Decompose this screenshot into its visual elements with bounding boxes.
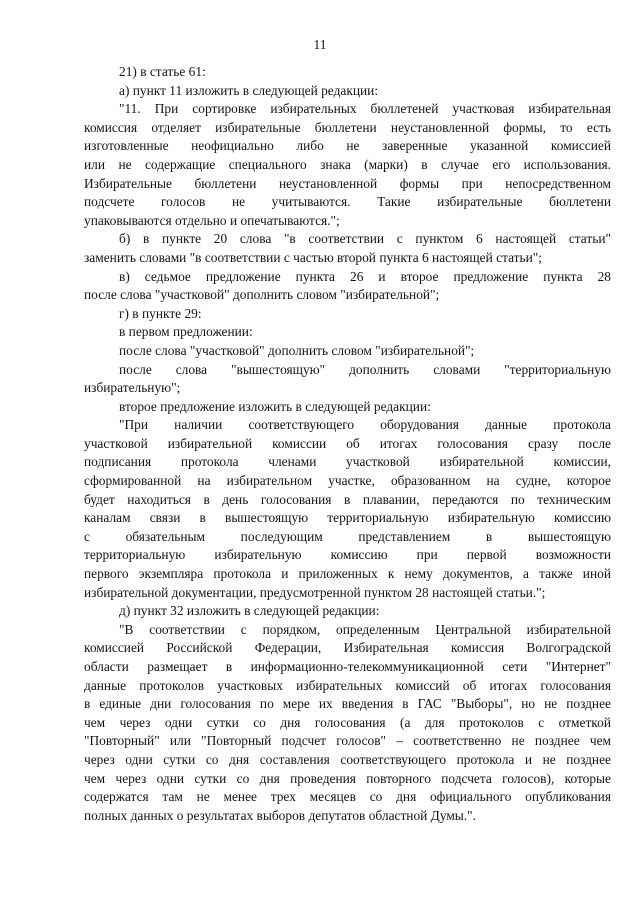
text-line: "При наличии соответствующего оборудования данные протокола	[119, 417, 611, 433]
text-line: сформированной на избирательном участке, образованном на судне, которое	[84, 473, 611, 489]
text-line: а) пункт 11 изложить в следующей редакции:	[119, 82, 379, 98]
text-line: участковой избирательной комиссии об итогах голосования сразу после	[84, 435, 611, 451]
text-line: избирательную";	[84, 380, 181, 396]
text-line: Избирательные бюллетени неустановленной формы при непосредственном	[84, 175, 611, 191]
text-line: б) в пункте 20 слова "в соответствии с пунктом 6 настоящей статьи"	[119, 231, 611, 247]
paragraph	[84, 361, 611, 398]
text-line: упаковываются отдельно и опечатываются.";	[84, 212, 340, 228]
paragraph	[84, 602, 611, 621]
paragraph	[84, 416, 611, 602]
text-line: после слова "вышестоящую" дополнить словами "территориальную	[119, 361, 611, 377]
text-line: будет находиться в день голосования в плавании, передаются по техническим	[84, 491, 611, 507]
text-line: в первом предложении:	[119, 324, 253, 340]
text-line: второе предложение изложить в следующей редакции:	[119, 398, 431, 414]
text-line: д) пункт 32 изложить в следующей редакции:	[119, 603, 380, 619]
text-line: через одни сутки со дня составления соответствующего протокола и не позднее	[84, 751, 611, 767]
paragraph	[84, 63, 611, 82]
text-line: области размещает в информационно-телекоммуникационной сети "Интернет"	[84, 659, 611, 674]
paragraph	[84, 398, 611, 417]
paragraph	[84, 230, 611, 267]
text-line: в единые дни голосования по мере их введения в ГАС "Выборы", но не позднее	[84, 696, 611, 712]
text-line: чем через одни сутки со дня голосования (а для протоколов с отметкой	[84, 714, 611, 730]
paragraph	[84, 621, 611, 826]
text-line: или не содержащие специального знака (марки) в случае его использования.	[84, 156, 611, 172]
text-line: "В соответствии с порядком, определенным Центральной избирательной	[119, 621, 611, 637]
text-line: подсчете голосов не учитываются. Такие избирательные бюллетени	[84, 194, 611, 210]
text-line: подписания протокола членами участковой избирательной комиссии,	[84, 454, 611, 470]
text-line: полных данных о результатах выборов депутатов областной Думы.".	[84, 807, 476, 823]
text-line: 21) в статье 61:	[119, 64, 206, 79]
text-line: в) седьмое предложение пункта 26 и второе предложение пункта 28	[119, 268, 611, 284]
paragraph	[84, 305, 611, 324]
text-line: после слова "участковой" дополнить словом "избирательной";	[119, 342, 475, 358]
text-line: изготовленные неофициально либо не заверенные указанной комиссией	[84, 138, 611, 154]
text-line: чем через одни сутки со дня проведения повторного подсчета голосов), которые	[84, 770, 611, 786]
text-line: каналам связи в вышестоящую территориальную избирательную комиссию	[84, 510, 611, 526]
text-line: с обязательным последующим представлением в вышестоящую	[84, 528, 611, 544]
paragraph	[84, 323, 611, 342]
document-body	[84, 63, 611, 825]
text-line: г) в пункте 29:	[119, 305, 202, 321]
text-line: "Повторный" или "Повторный подсчет голосов" – соответственно не позднее чем	[84, 733, 611, 749]
text-line: заменить словами "в соответствии с частью второй пункта 6 настоящей статьи";	[84, 249, 542, 265]
page-number: 11	[313, 37, 327, 52]
text-line: первого экземпляра протокола и приложенных к нему документов, а также иной	[84, 566, 611, 582]
paragraph	[84, 268, 611, 305]
paragraph	[84, 100, 611, 230]
text-line: избирательной документации, предусмотренной пунктом 28 настоящей статьи.";	[84, 584, 546, 600]
text-line: после слова "участковой" дополнить словом "избирательной";	[84, 287, 440, 303]
text-line: "11. При сортировке избирательных бюллетеней участковая избирательная	[119, 101, 611, 117]
text-line: комиссией Российской Федерации, Избирательная комиссия Волгоградской	[84, 640, 611, 656]
text-line: территориальную избирательную комиссию при первой возможности	[84, 547, 611, 563]
paragraph	[84, 342, 611, 361]
text-line: данные протоколов участковых избирательных комиссий об итогах голосования	[84, 677, 611, 693]
text-line: содержатся там не менее трех месяцев со дня официального опубликования	[84, 789, 611, 805]
paragraph	[84, 82, 611, 101]
text-line: комиссия отделяет избирательные бюллетени неустановленной формы, то есть	[84, 119, 611, 135]
